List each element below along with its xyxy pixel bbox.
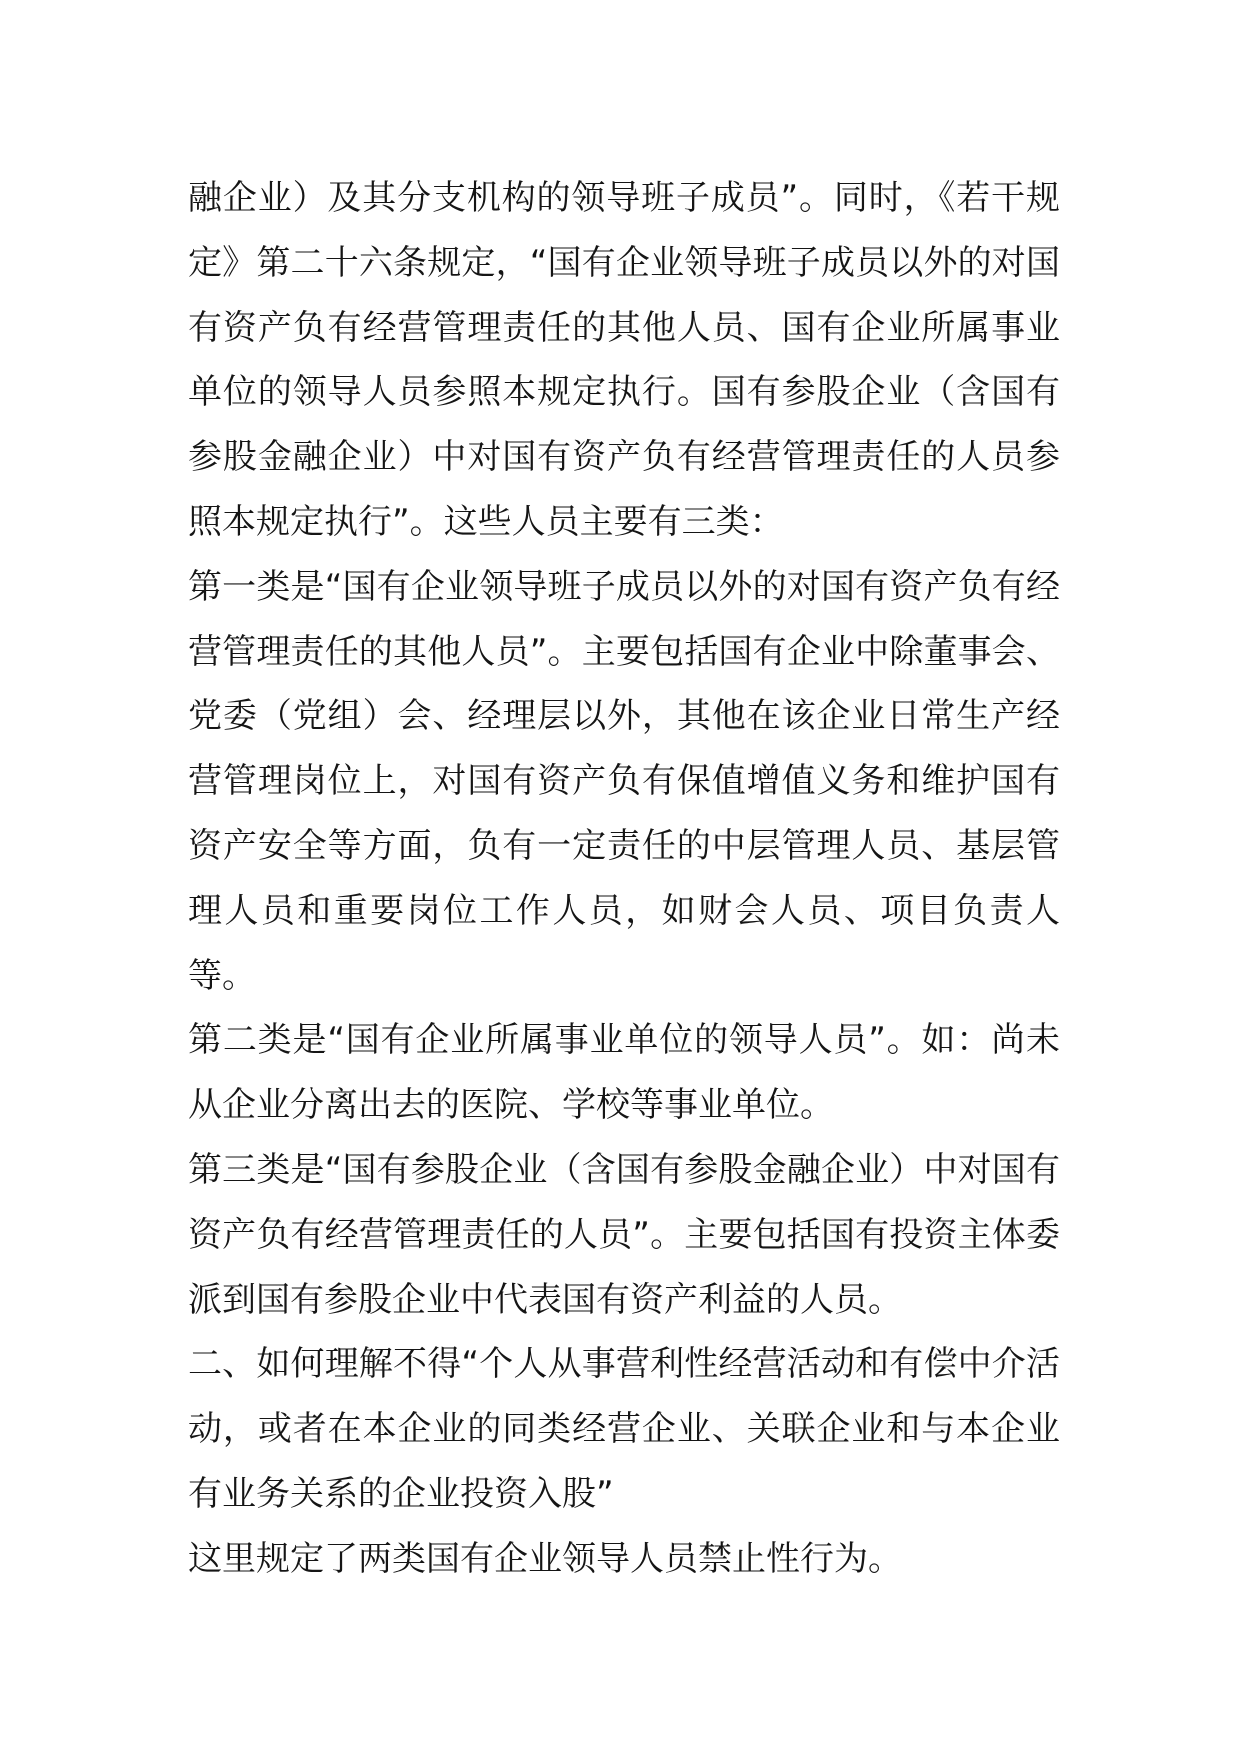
section-heading-two: 二、如何理解不得“个人从事营利性经营活动和有偿中介活动，或者在本企业的同类经营企业、关联企业和与本企业有业务关系的企业投资入股”	[188, 1344, 1060, 1514]
document-body	[188, 166, 1060, 1592]
paragraph-category-three: 第三类是“国有参股企业（含国有参股金融企业）中对国有资产负有经营管理责任的人员”。主要包括国有投资主体委派到国有参股企业中代表国有资产利益的人员。	[188, 1149, 1060, 1320]
paragraph-scope-continuation: 融企业）及其分支机构的领导班子成员”。同时，《若干规定》第二十六条规定，“国有企业领导班子成员以外的对国有资产负有经营管理责任的其他人员、国有企业所属事业单位的领导人员参照本规定执行。国有参股企业（含国有参股金融企业）中对国有资产负有经营管理责任的人员参照本规定执行”。这些人员主要有三类：	[188, 178, 1060, 542]
paragraph-prohibited-behaviors: 这里规定了两类国有企业领导人员禁止性行为。	[188, 1538, 902, 1579]
paragraph-category-two: 第二类是“国有企业所属事业单位的领导人员”。如：尚未从企业分离出去的医院、学校等事业单位。	[188, 1020, 1060, 1126]
paragraph-category-one: 第一类是“国有企业领导班子成员以外的对国有资产负有经营管理责任的其他人员”。主要包括国有企业中除董事会、党委（党组）会、经理层以外，其他在该企业日常生产经营管理岗位上，对国有资产负有保值增值义务和维护国有资产安全等方面，负有一定责任的中层管理人员、基层管理人员和重要岗位工作人员，如财会人员、项目负责人等。	[188, 566, 1060, 996]
